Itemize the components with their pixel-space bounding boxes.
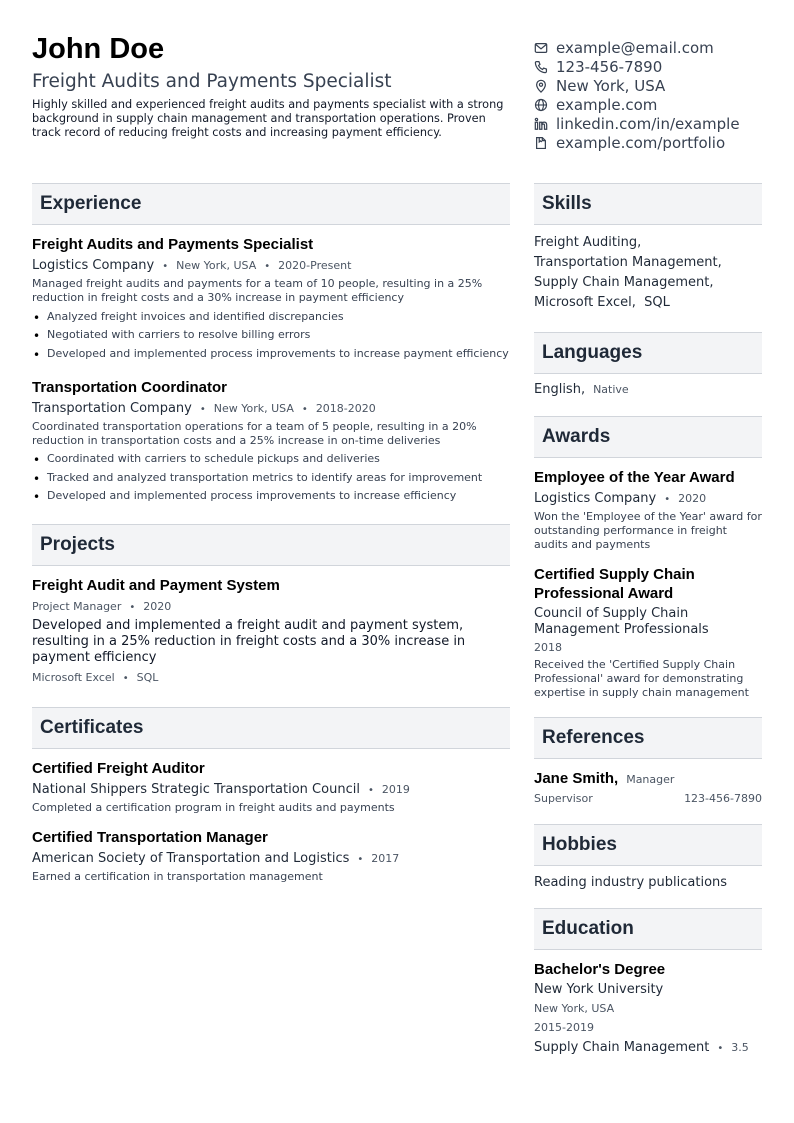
experience-heading-text: Experience — [40, 193, 142, 214]
language-name: English, — [534, 382, 586, 397]
experience-heading — [32, 183, 510, 225]
job-bullets — [32, 452, 510, 503]
certificate-issuer: American Society of Transportation and Logistics — [32, 851, 350, 866]
project-description: Developed and implemented a freight audit and payment system, resulting in a 25% reduction in freight costs and a 30% increase in payment efficiency — [32, 618, 466, 665]
project-tool: SQL — [136, 671, 159, 684]
separator-dot: • — [357, 854, 364, 865]
certificate-year: 2017 — [371, 852, 400, 865]
job-company: Logistics Company — [32, 258, 155, 273]
candidate-summary: Highly skilled and experienced freight audits and payments specialist with a strong background in supply chain management and transportation operations. Proven track record of reducing freight costs and increasing payment efficiency. — [32, 98, 504, 139]
job-summary: Coordinated transportation operations for a team of 5 people, resulting in a 20% reduction in transportation costs and a 25% increase in on-time deliveries — [32, 419, 477, 447]
globe-icon — [534, 98, 556, 112]
education-dates: 2015-2019 — [534, 1021, 594, 1034]
awards-heading-text: Awards — [542, 426, 611, 447]
project-title: Freight Audit and Payment System — [32, 577, 280, 594]
skill-item: Transportation Management, — [534, 255, 722, 270]
separator-dot: • — [367, 785, 374, 796]
reference-phone[interactable]: 123-456-7890 — [684, 792, 762, 805]
contact-phone[interactable] — [534, 57, 774, 76]
project-meta — [32, 598, 510, 616]
language-level: Native — [593, 383, 629, 396]
reference-name: Jane Smith, — [534, 770, 619, 787]
job-title: Freight Audits and Payments Specialist — [32, 236, 314, 253]
job-dates: 2018-2020 — [315, 401, 376, 415]
job-location: New York, USA — [176, 259, 257, 272]
certificate-title: Certified Transportation Manager — [32, 829, 268, 846]
contact-linkedin[interactable] — [534, 114, 774, 133]
separator-dot: • — [199, 403, 206, 415]
reference-header — [534, 769, 762, 788]
hobbies-heading — [534, 824, 762, 866]
separator-dot: • — [264, 261, 271, 272]
education-field: Supply Chain Management — [534, 1040, 710, 1055]
award-year: 2018 — [534, 641, 562, 654]
job-meta — [32, 257, 510, 275]
contact-location — [534, 76, 774, 95]
award-description: Won the 'Employee of the Year' award for outstanding performance in freight audits and payments — [534, 510, 762, 551]
hobby-item: Reading industry publications — [534, 875, 728, 890]
candidate-title: Freight Audits and Payments Specialist — [32, 71, 392, 92]
reference-role: Manager — [626, 773, 675, 786]
contact-website[interactable] — [534, 95, 774, 114]
hobbies-heading-text: Hobbies — [542, 834, 617, 855]
phone-icon — [534, 60, 556, 74]
project-tool: Microsoft Excel — [32, 671, 115, 684]
certificate-item — [32, 759, 510, 815]
certificates-heading — [32, 707, 510, 749]
resume-header — [32, 32, 512, 140]
separator-dot: • — [129, 602, 136, 613]
skill-item: Freight Auditing, — [534, 235, 642, 250]
skills-list — [534, 233, 762, 313]
education-heading-text: Education — [542, 918, 634, 939]
project-role: Project Manager — [32, 600, 122, 613]
languages-heading — [534, 332, 762, 374]
job-title: Transportation Coordinator — [32, 378, 227, 396]
job-summary: Managed freight audits and payments for a team of 10 people, resulting in a 25% reduction in freight costs and a 30% increase in payment efficiency — [32, 277, 483, 304]
job-company: Transportation Company — [32, 400, 192, 416]
awards-heading — [534, 416, 762, 458]
candidate-name: John Doe — [32, 33, 165, 65]
certificate-item — [32, 828, 510, 884]
skills-heading — [534, 183, 762, 225]
education-gpa: 3.5 — [731, 1041, 749, 1054]
projects-heading-text: Projects — [40, 534, 115, 555]
award-title: Certified Supply Chain Professional Award — [534, 566, 695, 602]
certificate-title: Certified Freight Auditor — [32, 760, 205, 777]
contact-website-text: example.com — [556, 95, 658, 114]
award-title: Employee of the Year Award — [534, 469, 735, 486]
contact-list — [534, 38, 774, 152]
skill-item: Microsoft Excel, — [534, 295, 636, 310]
separator-dot: • — [301, 403, 308, 415]
references-heading — [534, 717, 762, 759]
award-item — [534, 565, 762, 700]
portfolio-icon — [534, 136, 556, 150]
project-item — [32, 576, 510, 687]
contact-phone-text: 123-456-7890 — [556, 57, 663, 76]
certificate-description: Completed a certification program in freight audits and payments — [32, 801, 395, 814]
award-item — [534, 468, 762, 552]
education-meta — [534, 1039, 762, 1057]
job-meta — [32, 400, 510, 418]
skill-item: Supply Chain Management, — [534, 275, 714, 290]
certificate-meta — [32, 781, 510, 799]
skills-heading-text: Skills — [542, 193, 592, 214]
award-year: 2020 — [678, 492, 707, 505]
project-tools — [32, 669, 510, 687]
separator-dot: • — [664, 494, 671, 505]
certificates-heading-text: Certificates — [40, 717, 144, 738]
skill-item: SQL — [644, 295, 670, 310]
reference-relation: Supervisor — [534, 792, 593, 805]
certificate-year: 2019 — [381, 783, 410, 796]
award-org: Council of Supply Chain Management Professionals — [534, 606, 709, 637]
certificate-issuer: National Shippers Strategic Transportation Council — [32, 782, 360, 797]
contact-email-text: example@email.com — [556, 38, 714, 57]
language-item — [534, 382, 762, 397]
languages-heading-text: Languages — [542, 342, 643, 363]
project-year: 2020 — [143, 600, 172, 613]
references-heading-text: References — [542, 727, 645, 748]
contact-location-text: New York, USA — [556, 76, 666, 95]
map-pin-icon — [534, 79, 556, 93]
separator-dot: • — [717, 1043, 724, 1054]
education-location: New York, USA — [534, 1002, 615, 1015]
job-bullet: • Tracked and analyzed transportation metrics to identify areas for improvement — [32, 471, 510, 485]
contact-portfolio-text: example.com/portfolio — [556, 133, 726, 152]
job-bullet: • Developed and implemented process improvements to increase payment efficiency — [32, 347, 510, 361]
linkedin-icon — [534, 117, 556, 131]
separator-dot: • — [162, 261, 169, 272]
job-bullet: • Negotiated with carriers to resolve billing errors — [32, 328, 510, 342]
education-item — [534, 960, 762, 1057]
job-bullet: • Analyzed freight invoices and identified discrepancies — [32, 310, 510, 324]
skill-row — [534, 293, 762, 313]
job-location: New York, USA — [213, 401, 294, 415]
award-org: Logistics Company — [534, 491, 657, 506]
education-heading — [534, 908, 762, 950]
reference-item — [534, 769, 762, 805]
mail-icon — [534, 41, 556, 55]
award-description: Received the 'Certified Supply Chain Professional' award for demonstrating expertise in supply chain management — [534, 658, 749, 699]
job-bullet: • Developed and implemented process improvements to increase efficiency — [32, 489, 510, 503]
experience-item — [32, 235, 510, 361]
certificate-description: Earned a certification in transportation management — [32, 870, 323, 883]
certificate-meta — [32, 850, 510, 868]
contact-linkedin-text: linkedin.com/in/example — [556, 114, 740, 133]
education-school: New York University — [534, 982, 664, 997]
job-bullet: • Coordinated with carriers to schedule pickups and deliveries — [32, 452, 510, 466]
contact-email[interactable] — [534, 38, 774, 57]
education-degree: Bachelor's Degree — [534, 961, 666, 978]
job-dates: 2020-Present — [278, 259, 352, 272]
right-column — [534, 183, 762, 1057]
experience-item — [32, 378, 510, 504]
separator-dot: • — [122, 673, 129, 684]
reference-details — [534, 792, 762, 805]
award-meta — [534, 490, 762, 508]
left-column — [32, 183, 510, 884]
projects-heading — [32, 524, 510, 566]
job-bullets — [32, 310, 510, 361]
contact-portfolio[interactable] — [534, 133, 774, 152]
